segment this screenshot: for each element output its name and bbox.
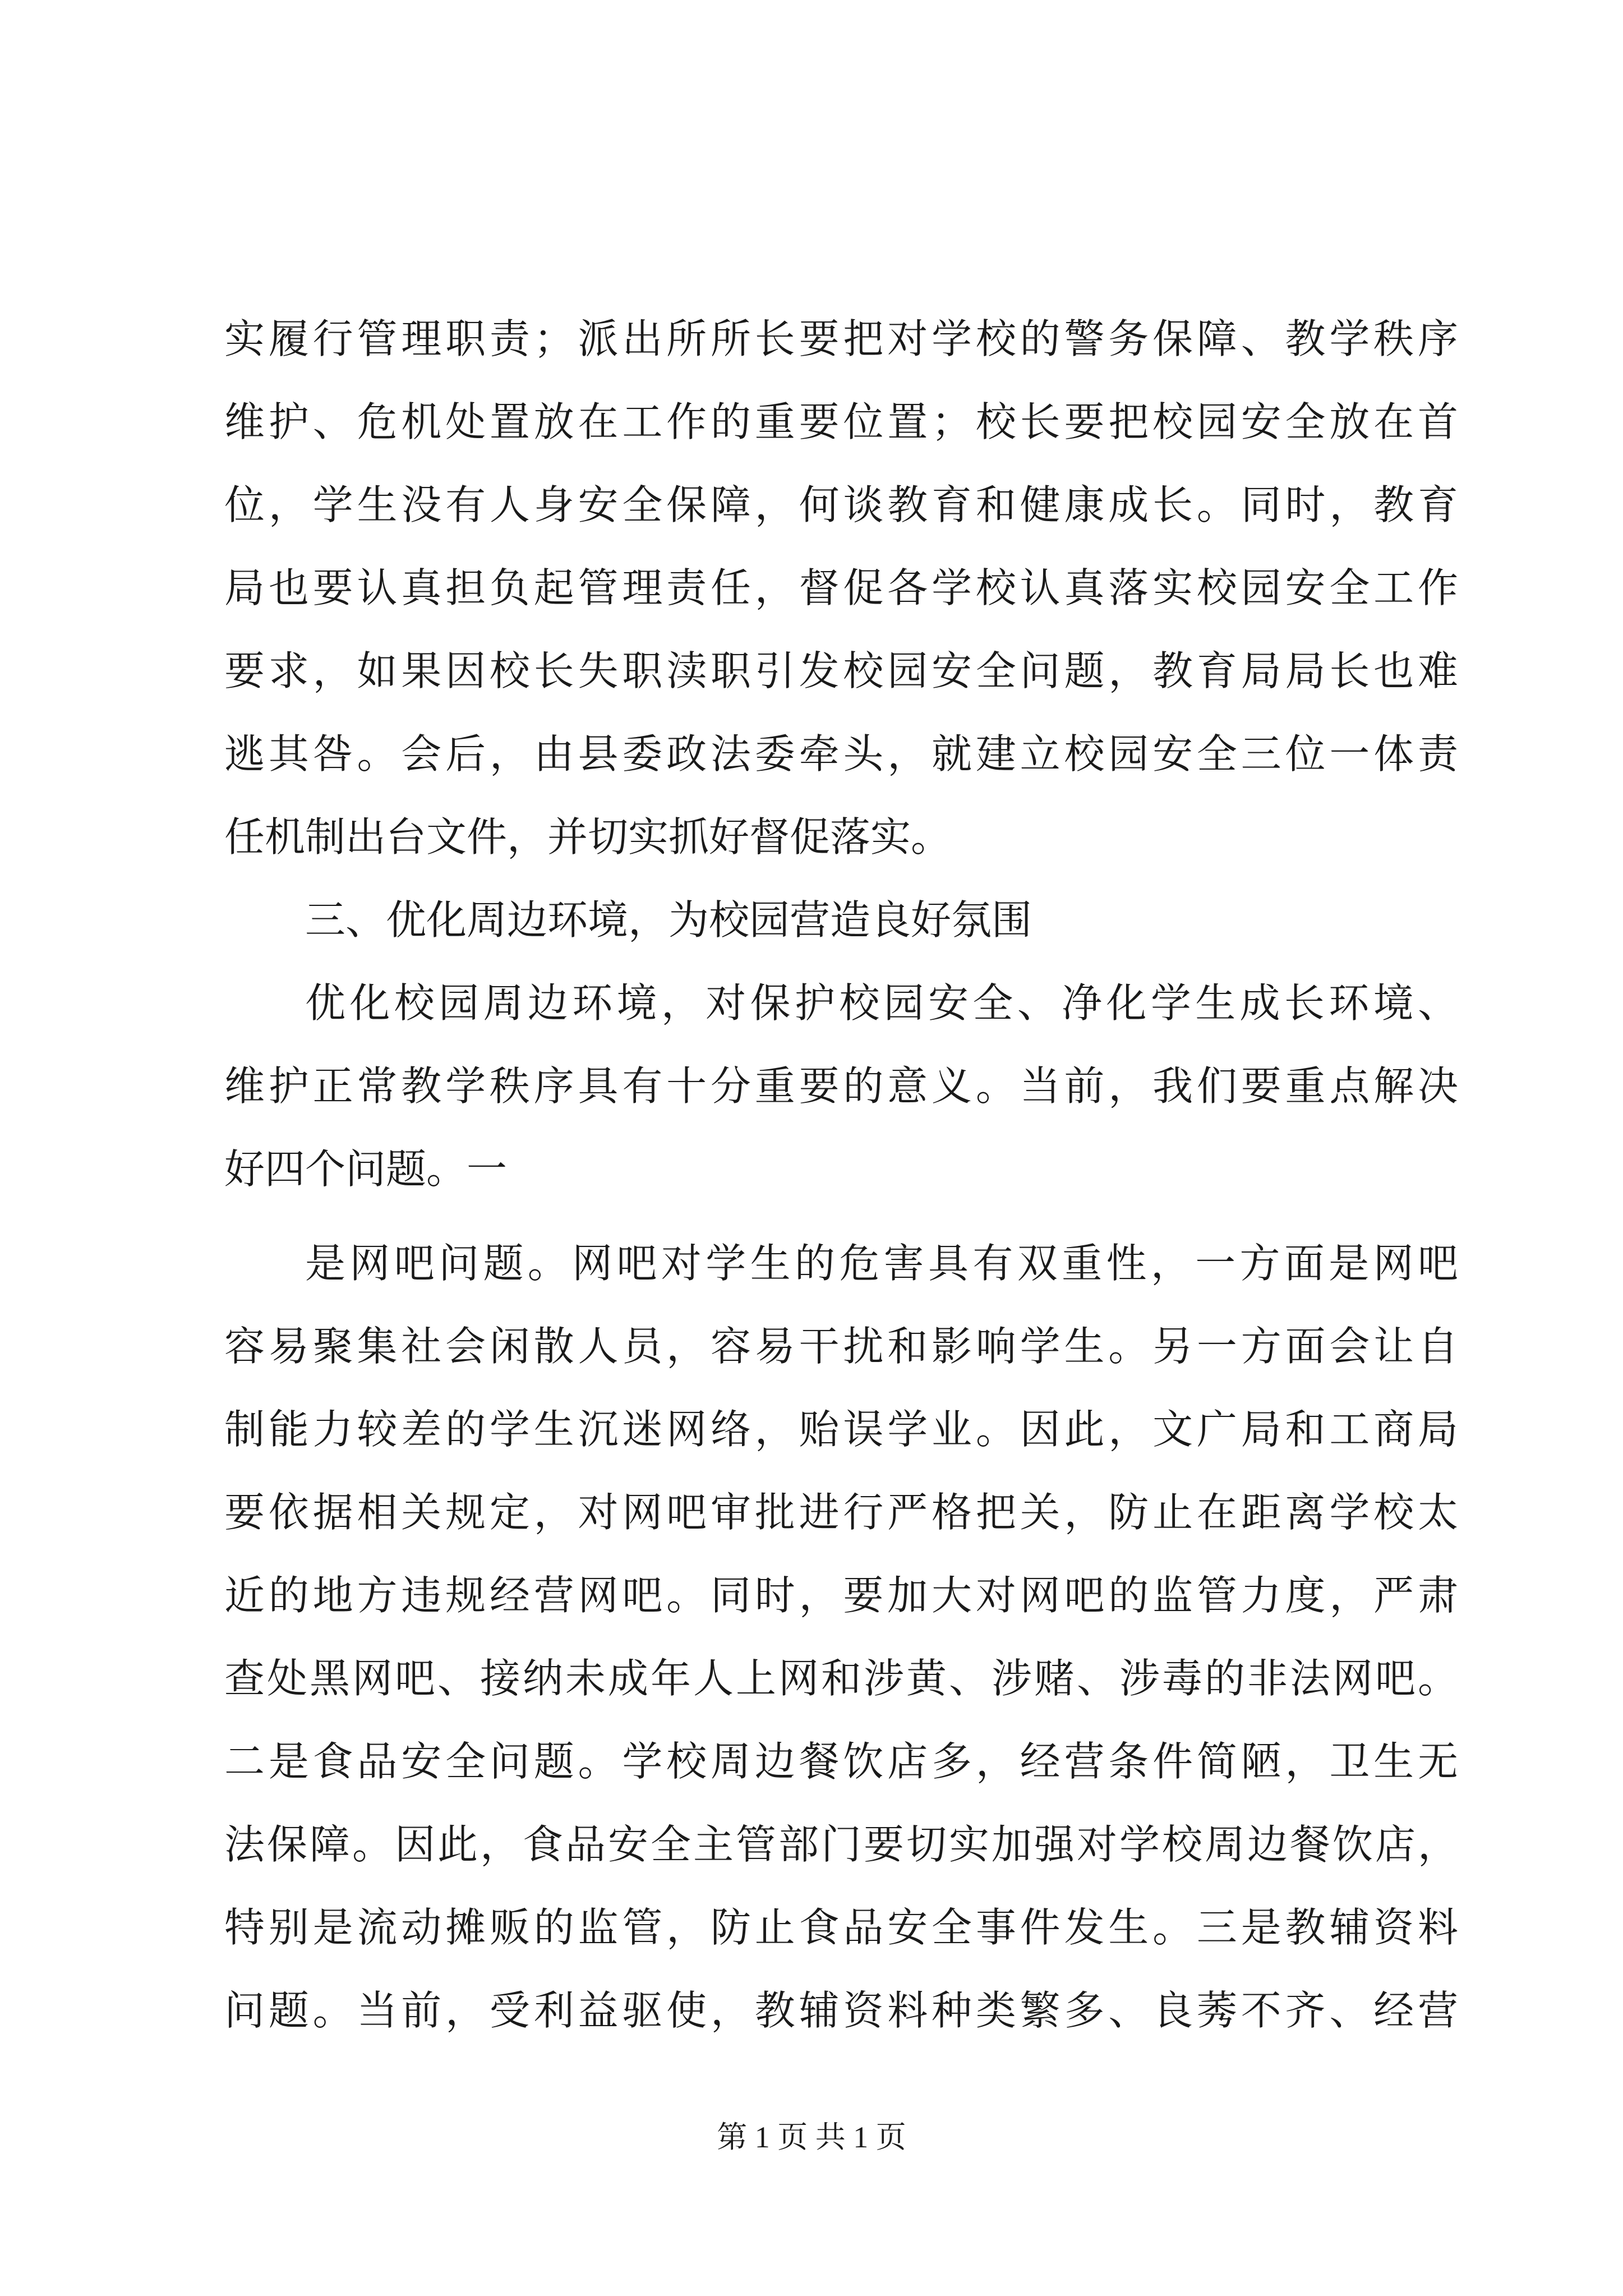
- page-footer: [0, 2118, 1623, 2157]
- text-line: 要依据相关规定，对网吧审批进行严格把关，防止在距离学校太: [224, 1489, 1458, 1536]
- text-line: 局也要认真担负起管理责任，督促各学校认真落实校园安全工作: [224, 564, 1458, 611]
- text-line: 任机制出台文件，并切实抓好督促落实。: [224, 813, 952, 861]
- text-line: 问题。当前，受利益驱使，教辅资料种类繁多、良莠不齐、经营: [224, 1987, 1458, 2034]
- page-number-label: 第 1 页 共 1 页: [717, 2120, 906, 2154]
- text-line: 近的地方违规经营网吧。同时，要加大对网吧的监管力度，严肃: [224, 1572, 1458, 1619]
- paragraph-2: [224, 961, 1458, 1211]
- section-heading: 三、优化周边环境，为校园营造良好氛围: [305, 896, 1032, 944]
- text-line: 好四个问题。一: [224, 1145, 508, 1193]
- text-line: 优化校园周边环境，对保护校园安全、净化学生成长环境、: [305, 979, 1458, 1027]
- text-line: 查处黑网吧、接纳未成年人上网和涉黄、涉赌、涉毒的非法网吧。: [224, 1655, 1458, 1702]
- text-line: 制能力较差的学生沉迷网络，贻误学业。因此，文广局和工商局: [224, 1406, 1458, 1453]
- text-line: 位，学生没有人身安全保障，何谈教育和健康成长。同时，教育: [224, 481, 1458, 528]
- text-line: 特别是流动摊贩的监管，防止食品安全事件发生。三是教辅资料: [224, 1904, 1458, 1951]
- paragraph-3: [224, 1222, 1458, 2052]
- text-line: 维护正常教学秩序具有十分重要的意义。当前，我们要重点解决: [224, 1062, 1458, 1110]
- text-line: 要求，如果因校长失职渎职引发校园安全问题，教育局局长也难: [224, 647, 1458, 694]
- paragraph-1: [224, 297, 1458, 878]
- text-line: 容易聚集社会闲散人员，容易干扰和影响学生。另一方面会让自: [224, 1323, 1458, 1370]
- text-line: 实履行管理职责；派出所所长要把对学校的警务保障、教学秩序: [224, 315, 1458, 362]
- paragraph-gap: [224, 1211, 1458, 1222]
- text-line: 是网吧问题。网吧对学生的危害具有双重性，一方面是网吧: [305, 1240, 1458, 1287]
- text-line: 维护、危机处置放在工作的重要位置；校长要把校园安全放在首: [224, 398, 1458, 445]
- text-line: 二是食品安全问题。学校周边餐饮店多，经营条件简陋，卫生无: [224, 1738, 1458, 1785]
- document-body: [224, 297, 1458, 2052]
- text-line: 法保障。因此，食品安全主管部门要切实加强对学校周边餐饮店，: [224, 1821, 1458, 1868]
- text-line: 逃其咎。会后，由县委政法委牵头，就建立校园安全三位一体责: [224, 730, 1458, 777]
